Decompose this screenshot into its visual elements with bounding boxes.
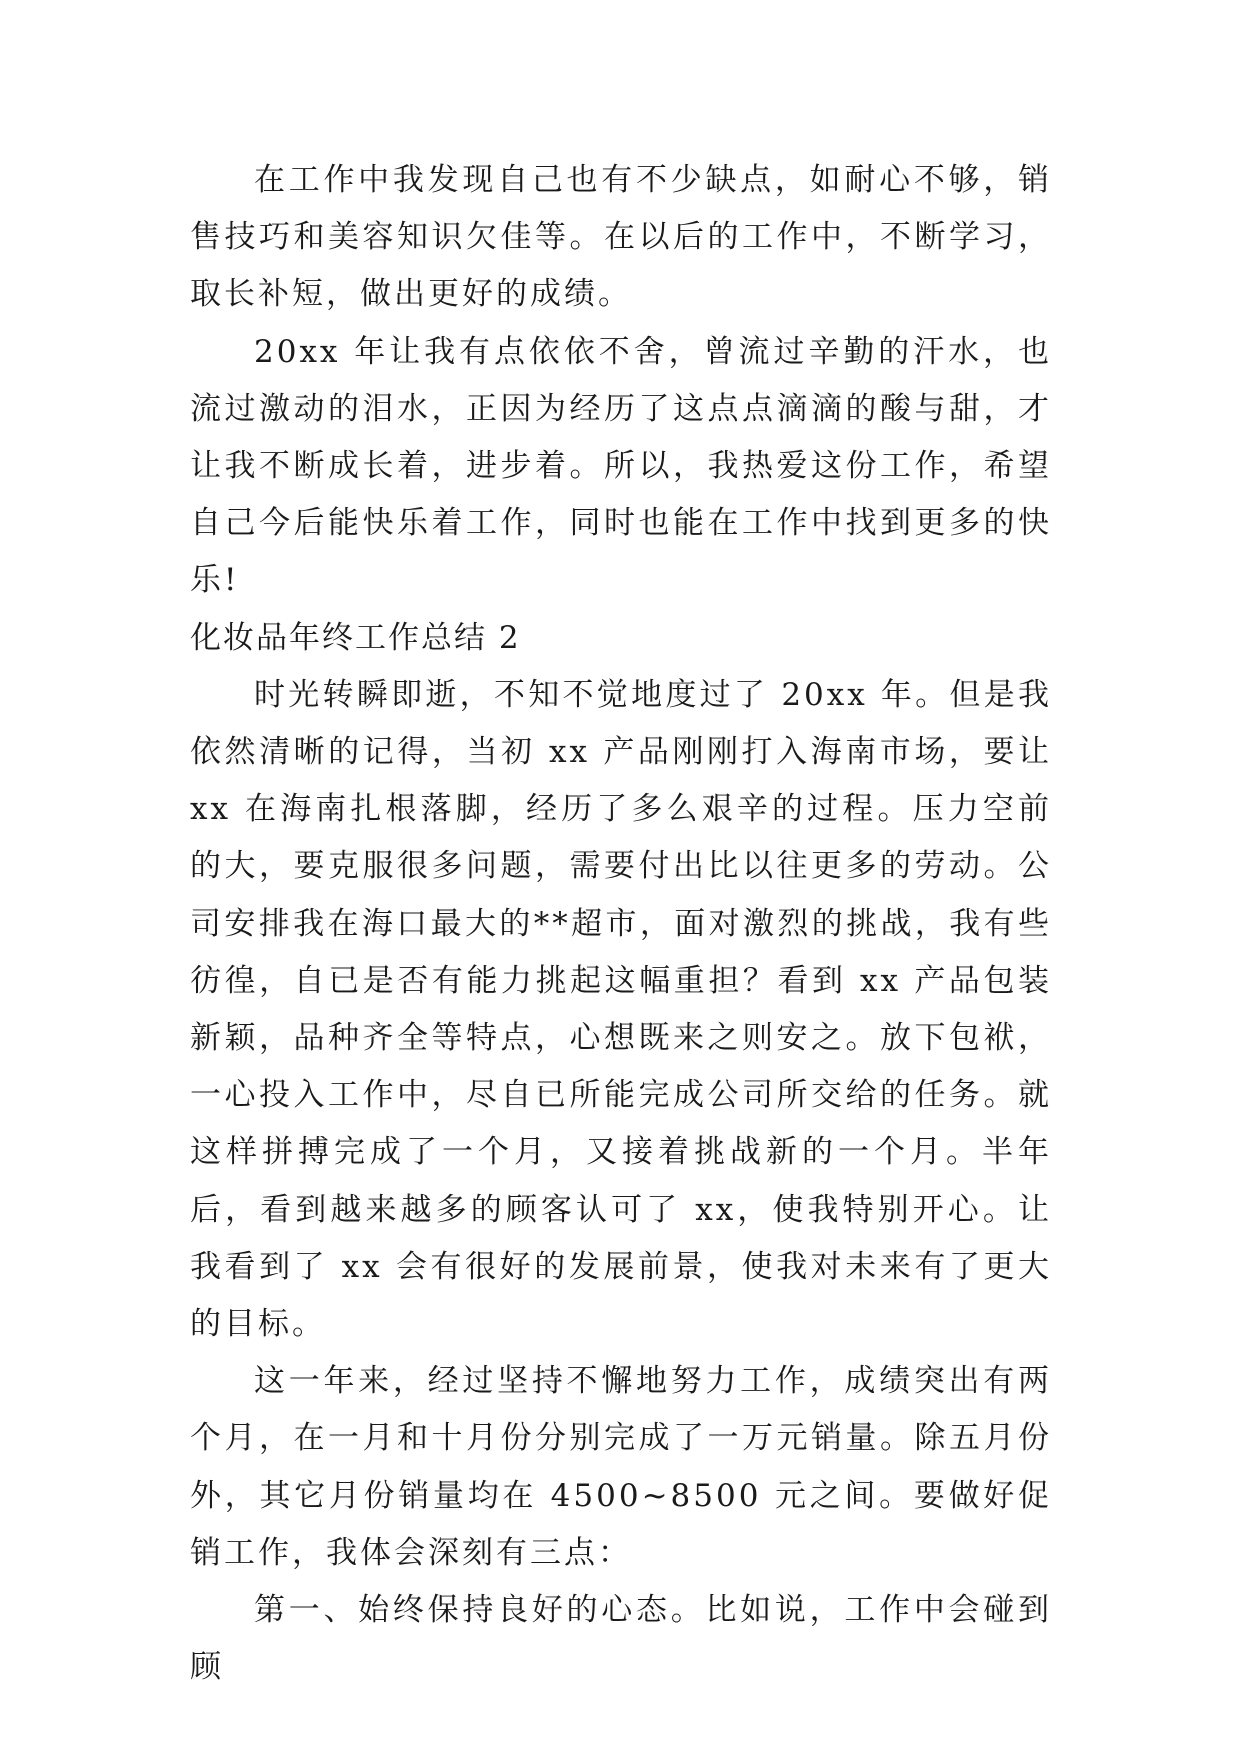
paragraph-year-reflection: 20xx 年让我有点依依不舍，曾流过辛勤的汗水，也流过激动的泪水，正因为经历了这点点滴滴的酸与甜，才让我不断成长着，进步着。所以，我热爱这份工作，希望自己今后能快乐着工作，同时也能在工作中找到更多的快乐! — [190, 333, 1052, 599]
document-body — [190, 152, 1052, 1696]
paragraph-time-flies: 时光转瞬即逝，不知不觉地度过了 20xx 年。但是我依然清晰的记得，当初 xx 产品刚刚打入海南市场，要让 xx 在海南扎根落脚，经历了多么艰辛的过程。压力空前的大，要克服很多问题，需要付出比以往更多的劳动。公司安排我在海口最大的**超市，面对激烈的挑战，我有些彷徨，自已是否有能力挑起这幅重担？看到 xx 产品包装新颖，品种齐全等特点，心想既来之则安之。放下包袱，一心投入工作中，尽自已所能完成公司所交给的任务。就这样拼搏完成了一个月，又接着挑战新的一个月。半年后，看到越来越多的顾客认可了 xx，使我特别开心。让我看到了 xx 会有很好的发展前景，使我对未来有了更大的目标。 — [190, 676, 1052, 1343]
section-heading: 化妆品年终工作总结 2 — [190, 619, 521, 656]
paragraph-shortcomings: 在工作中我发现自己也有不少缺点，如耐心不够，销售技巧和美容知识欠佳等。在以后的工作中，不断学习，取长补短，做出更好的成绩。 — [190, 162, 1052, 313]
paragraph-point-one: 第一、始终保持良好的心态。比如说，工作中会碰到顾 — [190, 1592, 1052, 1686]
paragraph-sales-results: 这一年来，经过坚持不懈地努力工作，成绩突出有两个月，在一月和十月份分别完成了一万元销量。除五月份外，其它月份销量均在 4500~8500 元之间。要做好促销工作，我体会深刻有三点： — [190, 1363, 1052, 1571]
